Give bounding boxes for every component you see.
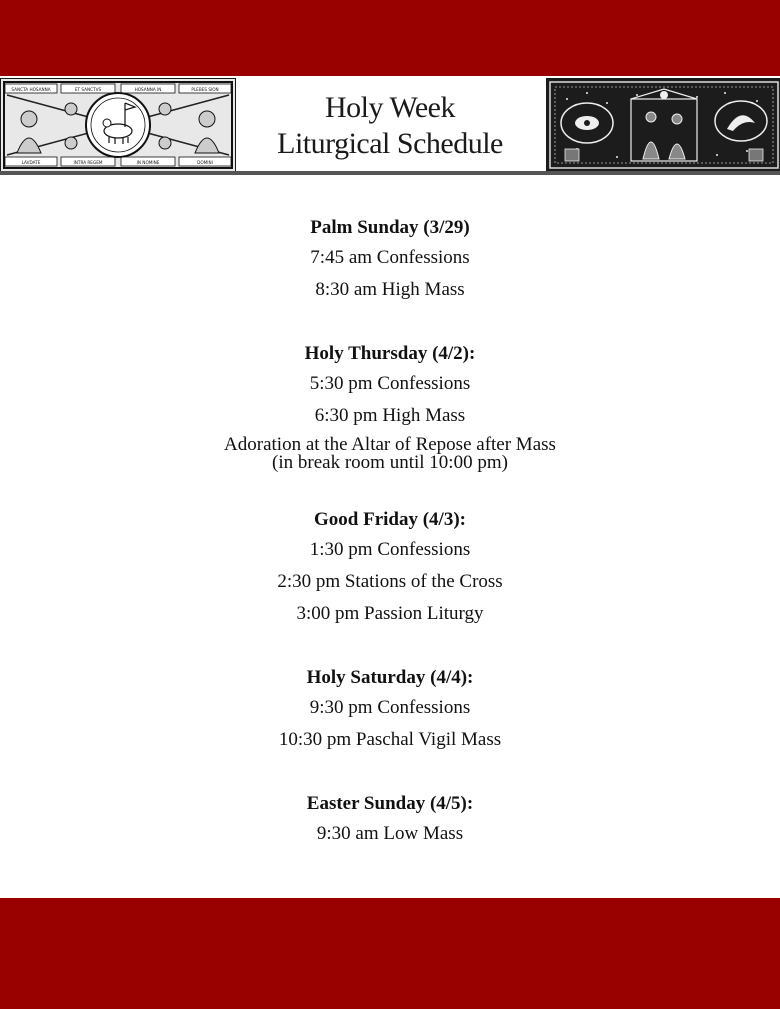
engraving-inscription: SANCTA HOSANNA <box>11 87 51 92</box>
engraving-inscription: INTRA REGEM <box>73 160 103 165</box>
engraving-inscription: HOSANNA IN <box>134 87 162 92</box>
schedule-entry: 8:30 am High Mass <box>315 279 465 300</box>
schedule-entry: 2:30 pm Stations of the Cross <box>277 571 503 592</box>
day-easter-sunday <box>0 790 780 850</box>
day-heading: Palm Sunday (3/29) <box>310 217 470 238</box>
engraving-inscription: ET SANCTVS <box>74 87 102 92</box>
title-line-2: Liturgical Schedule <box>277 127 503 160</box>
page-title <box>240 90 540 162</box>
day-heading: Good Friday (4/3): <box>314 509 466 530</box>
schedule-note: (in break room until 10:00 pm) <box>272 452 508 473</box>
day-palm-sunday <box>0 214 780 306</box>
engraving-inscription: DOMINI <box>197 160 213 165</box>
annunciation-engraving <box>546 78 780 172</box>
day-good-friday <box>0 506 780 630</box>
schedule-entry: 5:30 pm Confessions <box>309 373 471 394</box>
schedule-entry: 1:30 pm Confessions <box>309 539 471 560</box>
schedule-entry: 9:30 pm Confessions <box>309 697 471 718</box>
header-divider <box>0 171 780 175</box>
schedule-entry: 9:30 am Low Mass <box>316 823 464 844</box>
schedule-entry: 6:30 pm High Mass <box>314 405 466 426</box>
schedule <box>0 214 780 850</box>
day-holy-thursday <box>0 340 780 472</box>
day-holy-saturday <box>0 664 780 756</box>
day-heading: Easter Sunday (4/5): <box>306 793 474 814</box>
title-line-1: Holy Week <box>324 91 455 124</box>
bottom-red-band <box>0 898 780 1009</box>
lamb-of-god-engraving <box>0 78 236 172</box>
engraving-inscription: IN NOMINE <box>136 160 160 165</box>
schedule-entry: 10:30 pm Paschal Vigil Mass <box>278 729 502 750</box>
engraving-inscription: PLEBES SION <box>191 87 219 92</box>
day-heading: Holy Saturday (4/4): <box>306 667 474 688</box>
schedule-note: Adoration at the Altar of Repose after Mass <box>224 434 556 455</box>
schedule-entry: 3:00 pm Passion Liturgy <box>296 603 484 624</box>
engraving-inscription: LAVDATE <box>21 160 41 165</box>
top-red-band <box>0 0 780 76</box>
schedule-entry: 7:45 am Confessions <box>310 247 470 268</box>
day-heading: Holy Thursday (4/2): <box>304 343 476 364</box>
